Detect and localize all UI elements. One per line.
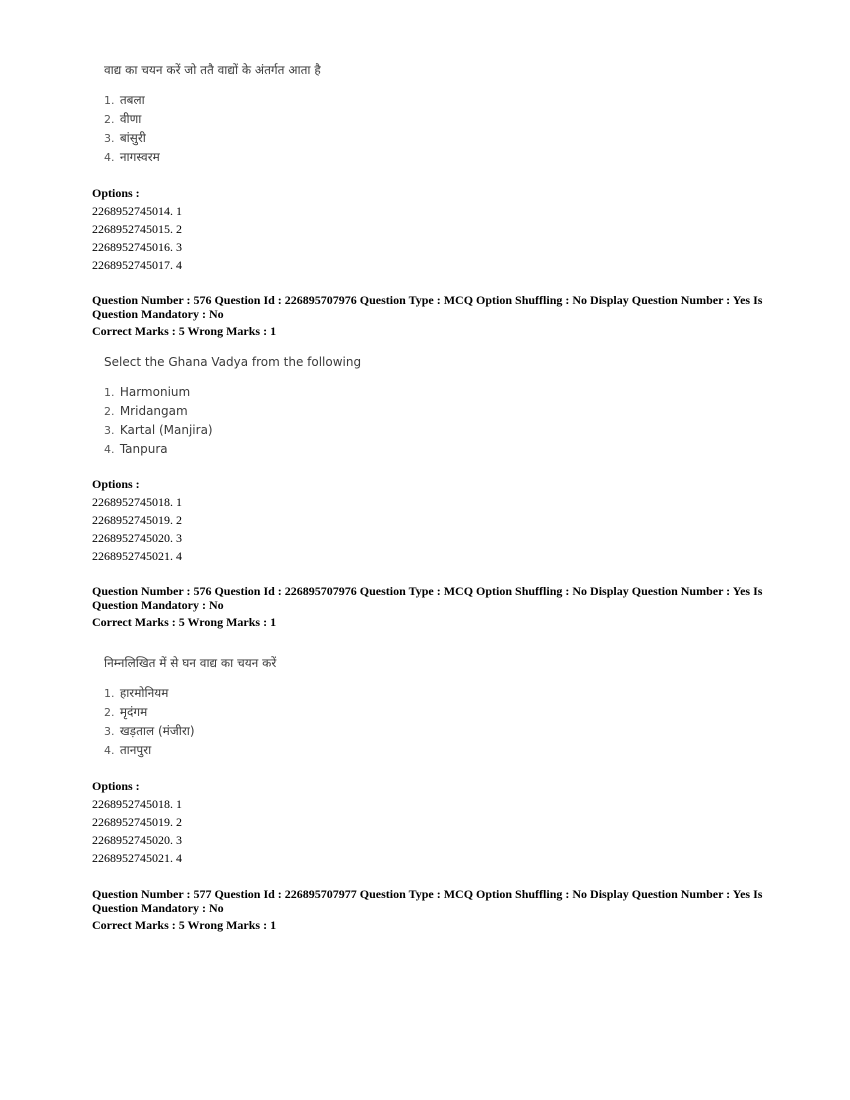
choice-item (104, 722, 276, 741)
choice-item (104, 741, 276, 760)
option-id: 2268952745014. 1 (92, 204, 182, 218)
choice-label: नागस्वरम (119, 150, 160, 164)
question-meta (92, 887, 772, 932)
choice-number: 4. (104, 443, 115, 456)
choice-label: तबला (119, 93, 145, 107)
option-id: 2268952745019. 2 (92, 513, 182, 527)
choice-list (104, 91, 321, 167)
question-meta (92, 293, 772, 338)
choice-item (104, 91, 321, 110)
choice-list (104, 684, 276, 760)
choice-label: Harmonium (119, 385, 191, 399)
marks-line: Correct Marks : 5 Wrong Marks : 1 (92, 615, 277, 629)
option-id: 2268952745017. 4 (92, 258, 182, 272)
choice-label: खड़ताल (मंजीरा) (119, 724, 195, 738)
choice-item (104, 440, 361, 459)
options-block (92, 475, 182, 565)
question-meta (92, 584, 772, 629)
choice-item (104, 383, 361, 402)
choice-number: 1. (104, 687, 115, 700)
options-label: Options : (92, 477, 140, 491)
choice-label: तानपुरा (119, 743, 152, 757)
option-id: 2268952745018. 1 (92, 495, 182, 509)
options-block (92, 184, 182, 274)
choice-item (104, 402, 361, 421)
choice-list (104, 383, 361, 459)
choice-label: Mridangam (119, 404, 188, 418)
option-id: 2268952745020. 3 (92, 531, 182, 545)
option-id: 2268952745015. 2 (92, 222, 182, 236)
question-text: निम्नलिखित में से घन वाद्य का चयन करें (104, 656, 277, 670)
question-text: Select the Ghana Vadya from the following (104, 355, 362, 369)
choice-item (104, 110, 321, 129)
options-block (92, 777, 182, 867)
option-id: 2268952745020. 3 (92, 833, 182, 847)
question-text: वाद्य का चयन करें जो ततै वाद्यों के अंतर्गत आता है (104, 63, 321, 77)
choice-number: 2. (104, 405, 115, 418)
choice-label: बांसुरी (119, 131, 146, 145)
options-label: Options : (92, 186, 140, 200)
choice-label: वीणा (119, 112, 142, 126)
choice-item (104, 421, 361, 440)
option-id: 2268952745021. 4 (92, 549, 182, 563)
choice-number: 3. (104, 725, 115, 738)
marks-line: Correct Marks : 5 Wrong Marks : 1 (92, 918, 277, 932)
choice-number: 3. (104, 424, 115, 437)
choice-number: 1. (104, 386, 115, 399)
question-image-hindi-2 (104, 655, 276, 760)
question-image-english (104, 354, 361, 459)
choice-label: हारमोनियम (119, 686, 169, 700)
question-image-hindi-1 (104, 62, 321, 167)
question-meta-line: Question Number : 576 Question Id : 226895707976 Question Type : MCQ Option Shuffling : No Display Question Number : Yes Is (92, 293, 763, 307)
choice-label: Kartal (Manjira) (119, 423, 213, 437)
options-label: Options : (92, 779, 140, 793)
marks-line: Correct Marks : 5 Wrong Marks : 1 (92, 324, 277, 338)
choice-number: 4. (104, 744, 115, 757)
question-meta-line: Question Number : 576 Question Id : 226895707976 Question Type : MCQ Option Shuffling : No Display Question Number : Yes Is (92, 584, 763, 598)
choice-number: 1. (104, 94, 115, 107)
question-mandatory: Question Mandatory : No (92, 598, 224, 612)
choice-number: 2. (104, 706, 115, 719)
option-id: 2268952745016. 3 (92, 240, 182, 254)
choice-item (104, 684, 276, 703)
question-mandatory: Question Mandatory : No (92, 901, 224, 915)
option-id: 2268952745021. 4 (92, 851, 182, 865)
choice-number: 4. (104, 151, 115, 164)
option-id: 2268952745019. 2 (92, 815, 182, 829)
question-meta-line: Question Number : 577 Question Id : 226895707977 Question Type : MCQ Option Shuffling : No Display Question Number : Yes Is (92, 887, 763, 901)
choice-number: 2. (104, 113, 115, 126)
choice-item (104, 148, 321, 167)
choice-label: मृदंगम (119, 705, 148, 719)
question-mandatory: Question Mandatory : No (92, 307, 224, 321)
choice-item (104, 703, 276, 722)
choice-number: 3. (104, 132, 115, 145)
choice-label: Tanpura (119, 442, 168, 456)
choice-item (104, 129, 321, 148)
option-id: 2268952745018. 1 (92, 797, 182, 811)
